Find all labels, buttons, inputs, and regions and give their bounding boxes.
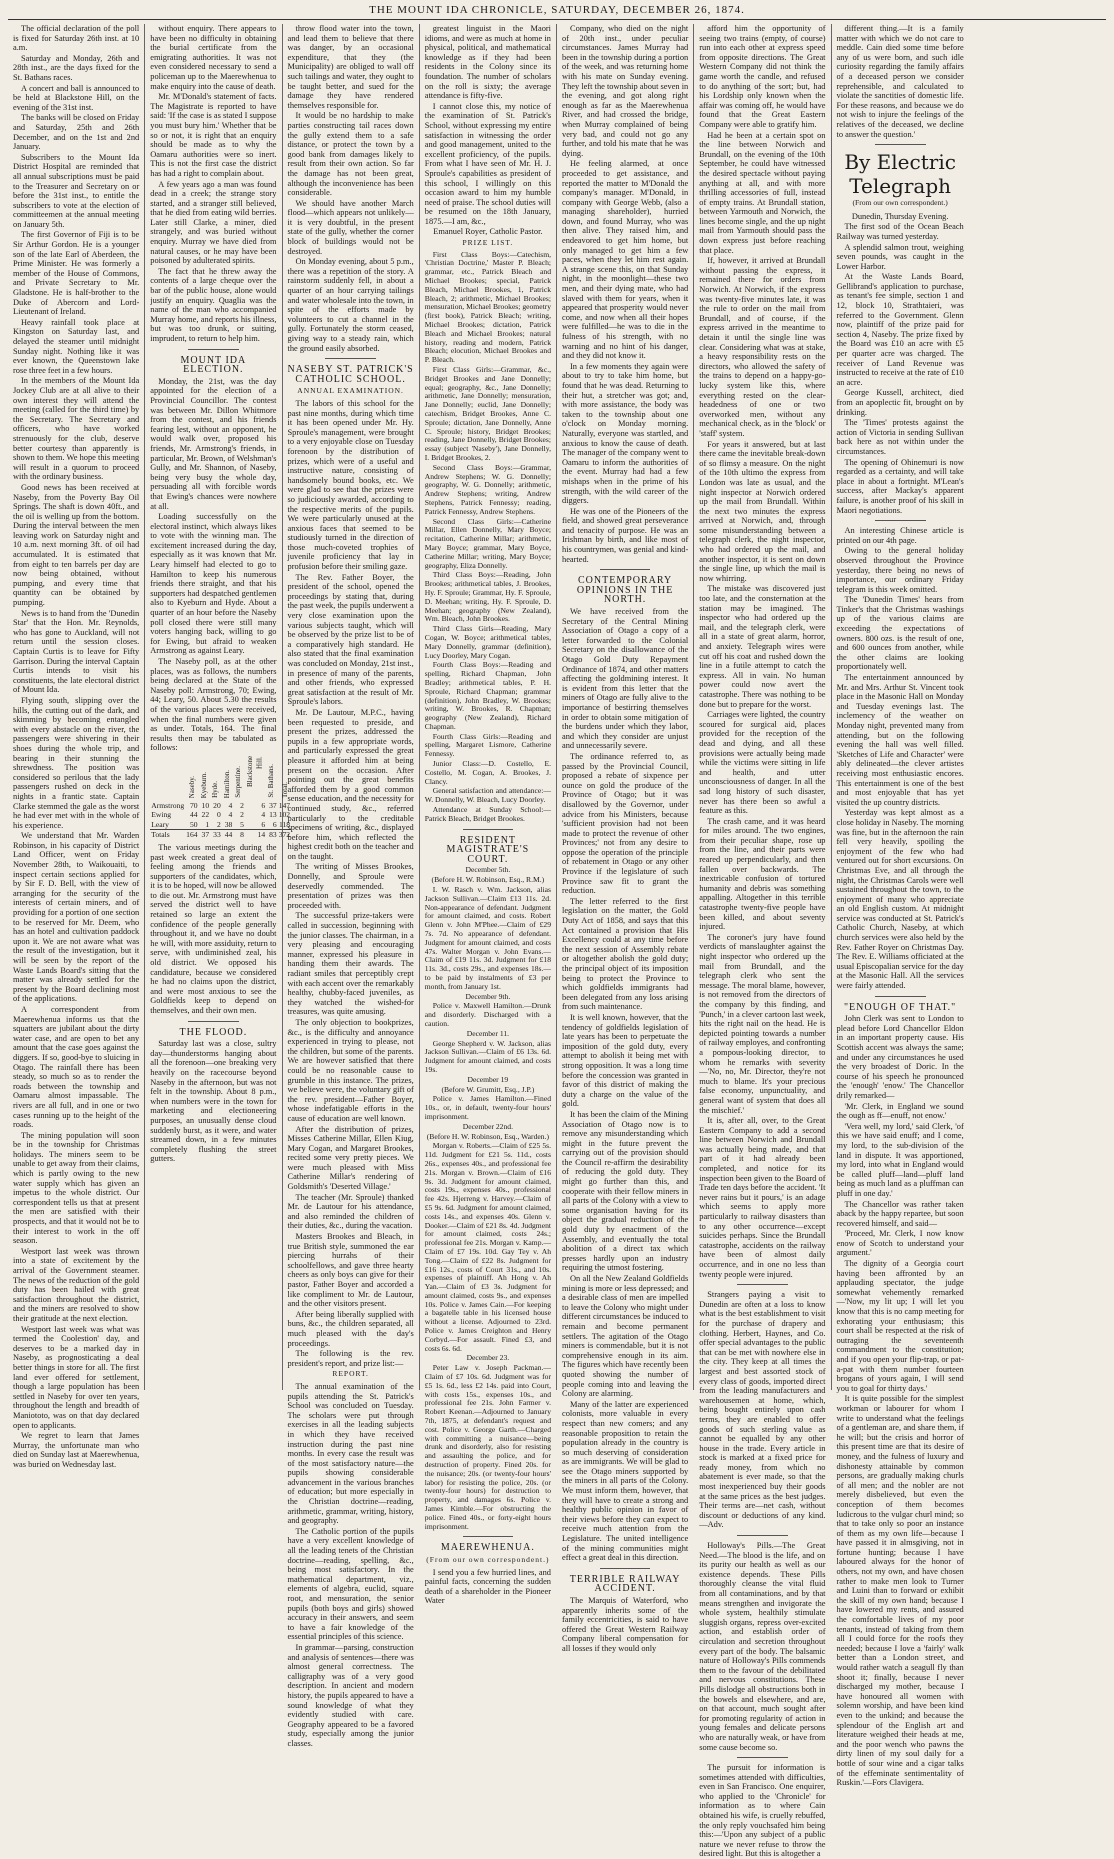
paragraph: It is quite possible for the simplest workman or labourer for whom I write to understand what the feelings of a gentleman are, and share them, if he will; but the crisis and horror of this present time are that its desire of money, and the fulness of luxury and dishonesty attainable by common persons, are gradually making churls of all men; and the nobler are not merely disbelieved, but even the conception of them becomes ludicrous to the vulgar churl mind; so that to take only so poor an instance of them as my own life—because I have passed it in almsgiving, not in fortune hunting; because I have laboured always for the honor of others, not my own, and have chosen rather to make men look to Turner and Luini than to forward or exhibit the skill of my own hand; because I have lowered my rents, and assured the comfortable lives of my poor tenants, instead of taking from them all I could force for the roofs they needed; because I love a 'fairly' walk better than a London street, and would rather watch a seagull fly than shoot it; finally, because I never discharged my mother, because I have honoured all women with solemn worship, and have been kind even to the unkind; and because the splendour of the English art and literature weighed their heads at me, and the poor wench who pawns the dirty linen of my soul daily for a bottle of sour wine and a cigar talks of the effeminate sentimentality of Ruskin.'—Fors Clavigera. — [836, 1394, 964, 1788]
poll-cell: 5 — [240, 819, 244, 829]
paragraph: greatest linguist in the Maori idioms, and were as much at home in physical, political, and mathematical knowledge as if they had been residents in the Colony since its foundation. The number of scholars on the roll is sixty; the average attendance is fifty-five. — [424, 24, 551, 101]
paragraph: Strangers paying a visit to Dunedin are often at a loss to know what is the best establishment to visit for the purchase of drapery and clothing. Herbert, Haynes, and Co. offer special advantages to the public that can be met with nowhere else in the city. They keep at all times the largest and best assorted stock of every class of goods, imported direct from the leading manufacturers and warehousemen at home, which, being bought entirely upon cash terms, they are enabled to offer goods of such sterling value as cannot be equalled by any other house in the trade. Every article in stock is marked at a fixed price for ready money, from which no abatement is ever made, so that the most inexperienced buy their goods at the same prices as the best judges. Their terms are—net cash, without discount or deductions of any kind.—Adv. — [699, 1290, 826, 1530]
paragraph: In a few moments they again were about to try to take him home, but found that he was dead. Returning to their hut, a stretcher was got; and, with more assistance, the body was taken to the township about one o'clock on Monday morning. Naturally, everyone was startled, and anxious to know the cause of death. The manager of the company went to Oamaru to inform the authorities of the event. Murray had had a few mishaps when in the prime of his strength, with the wild career of the diggers. — [562, 361, 689, 506]
divider — [737, 1535, 788, 1536]
poll-cell: 164 — [186, 830, 198, 840]
court-date: December 19 — [467, 1074, 509, 1084]
court-bench: (Before W. Grumitt, Esq., J.P.) — [441, 1084, 535, 1094]
poll-cell: 14 — [245, 830, 266, 840]
paragraph: The Chancellor was rather taken aback by the happy repartee, but soon recovered himself, and said— — [836, 1199, 964, 1228]
masthead: THE MOUNT IDA CHRONICLE, SATURDAY, DECEMBER 26, 1874. — [369, 4, 745, 16]
paragraph: On all the New Zealand Goldfields mining is more or less depressed; and a desirable class of men are impelled to leave the Colony who might under different circumstances be induced to remain and become permanent settlers. The agitation of the Otago miners is commendable, but it is not comprehensive enough in its aim. The figures which have recently been quoted showing the number of people coming into and leaving the Colony are alarming. — [562, 1274, 689, 1399]
poll-cell: 102 — [278, 810, 291, 820]
paragraph: George Kussell, architect, died from an apoplectic fit, brought on by drinking. — [836, 388, 964, 417]
paragraph: Many of the latter are experienced colonists, more valuable in every respect than new comers; and any reasonable proposition to retain the population already in the country is so much deserving of consideration as are immigrants. We will be glad to see the Otago miners supported by the miners in all parts of the Colony. We must inform them, however, that they will have to create a strong and healthy public opinion in favor of their views before they can expect to receive much attention from the Legislature. The united intelligence of the mining communities might effect a great deal in this direction. — [562, 1399, 689, 1563]
paragraph: If, however, it arrived at Brundall without passing the express, it remained there for orders from Norwich. At Norwich, if the express was twenty-five minutes late, it was the rule to order on the mail from Brundall, and of course, if the express arrived in the meantime to detain it until the single line was clear. Considering what was at stake, a heavy responsibility rests on the directors, who allowed the safety of the trains to depend on a happy-go-lucky system like this, where everything rested on the clear-headedness of one or two overworked men, without any mechanical check, as in the 'block' or 'staff' system. — [699, 256, 826, 438]
paragraph: The various meetings during the past week created a great deal of feeling among the friends and supporters of the candidates, which, it is to be hoped, will now be allowed to die out. Mr. Armstrong must have served the district well to have retained so large an extent the confidence of the people generally throughout it, and we have no doubt he will, with more assiduity, return to serve, with undiminished zeal, his old district. We opposed his candidature, because we considered he had no claims upon the district, and were most anxious to see the Goldfields keep to depend on themselves, and their own men. — [150, 842, 277, 1015]
poll-cell: 44 — [222, 830, 234, 840]
paragraph: Third Class Boys:—Reading, John Brookes; arithmetical tables, J. Brookes, Hy. F. Sproule; Grammar, Hy. F. Sproule, D. Meehan; writing, Hy. F. Sproule, D. Meehan; geography (New Zealand), Wm. Bleach, John Brookes. — [424, 570, 551, 624]
paragraph: The Rev. Father Boyer, the president of the school, opened the proceedings by stating that, during the past week, the pupils underwent a very close examination upon the various subjects taught, which will be observed by the prize list to be of a comparatively high standard. He also stated that the final examination was concluded on Monday, 21st inst., in presence of many of the parents, and other friends, who expressed great satisfaction at the result of Mr. Sproule's labors. — [287, 572, 414, 707]
poll-header — [233, 756, 245, 801]
column-2 — [145, 24, 291, 1390]
headline-railway-accident: TERRIBLE RAILWAY ACCIDENT. — [569, 1573, 681, 1595]
paragraph: Masters Brookes and Bleach, in true British style, summoned the ear piercing hurrahs of their schoolfellows, and gave three hearty cheers as only boys can give for their pastor, Father Boyer and accorded a like compliment to Mr. de Lautour, and the other visitors present. — [287, 1232, 414, 1309]
poll-cell: 70 — [189, 800, 198, 810]
paragraph: Fourth Class Boys:—Reading and spelling, Richard Chapman, John Bradley; arithmetical tables, P. H. Sproule, Richard Chapman; grammar (definition), John Bradley, W. Brookes; writing, W. Brookes, R. Chapman; geography (New Zealand), Richard Chapman. — [424, 660, 551, 731]
paragraph: The ordinance referred to, as passed by the Provincial Council, proposed a rebate of sixpence per ounce on gold the produce of the Province of Otago; but it was disallowed by the Governor, under advice from his Ministers, because 'sufficient provision had not been made to protect the revenue of other Provinces;' not from any desire to oppose the operation of the principle of rebatement in Otago or any other Province if the legislature of such Province saw fit to grant the reduction. — [562, 751, 689, 896]
paragraph: The annual examination of the pupils attending the St. Patrick's School was concluded on Tuesday. The scholars were put through exercises in all the leading subjects in which they have received instruction during the past nine months. In every case the result was of the most satisfactory nature—the pupils showing considerable advancement in the various branches of education; but more especially in the Christian doctrine—reading, arithmetic, grammar, writing, history, and geography. — [287, 1381, 414, 1526]
divider — [737, 1284, 788, 1285]
telegraph-dateline: Dunedin, Thursday Evening. — [851, 211, 949, 221]
poll-cell: 2 — [240, 800, 244, 810]
poll-header-label: Hamilton. — [222, 769, 231, 798]
poll-cell: 8 — [233, 830, 245, 840]
paragraph: The 'Dunedin Times' hears from Tinker's that the Christmas washings up of the various claims are exceeding the expectations of owners. 800 ozs. is the result of one, and 600 ounces from another, while the other claims are looking proportionately well. — [836, 595, 964, 672]
poll-header-label: Kyeburn. — [199, 771, 208, 798]
paragraph: A concert and ball is announced to be held at Blackstone Hill, on the evening of the 31st inst. — [13, 83, 140, 112]
paragraph: Saturday and Monday, 26th and 28th inst., are the days fixed for the St. Bathans races. — [13, 53, 140, 82]
paragraph: Westport last week was thrown into a state of excitement by the arrival of the Government steamer. The news of the reduction of the gold duty has been hailed with great satisfaction throughout the district, and the miners are resolved to show their gratitude at the next election. — [13, 1246, 140, 1323]
poll-cell: 0 — [216, 810, 221, 820]
poll-cell: 4 — [228, 800, 233, 810]
paragraph: Second Class Girls:—Catherine Millar, Ellen Donnelly, Mary Boyce; recitation, Catherine Millar; arithmetic, Mary Boyce; grammar, Mary Boyce, Catherine Millar; writing, Mary Boyce; geography, Eliza Donnelly. — [424, 516, 551, 570]
signature: Emanuel Royer, Catholic Pastor. — [433, 227, 543, 237]
paragraph: The successful prize-takers were called in succession, beginning with the junior classes. The chairman, in a very pleasing and encouraging manner, expressed his pleasure in handing them their awards. The radiant smiles that perceptibly crept with each accent over the remarkably healthy, chubby-faced juveniles, as they watched the wished-for treasures, was quite amusing. — [287, 911, 414, 1017]
poll-table — [150, 756, 291, 840]
paragraph: Had he been at a certain spot on the line between Norwich and Brundall, on the evening of the 10th September, he could have witnessed the desired spectacle without paying anything at all, and with more thrilling accessories of full, instead of empty trains. At Brundall station, between Yarmouth and Norwich, the lines become single, and the up night mail from Yarmouth should pass the down express just before reaching that place. — [699, 130, 826, 255]
paragraph: The entertainment announced by Mr. and Mrs. Arthur St. Vincent took place in the Masonic Hall on Monday and Tuesday evenings last. The inclemency of the weather on Monday night, prevented many from attending, but on the following evening the hall was well filled. 'Sketches of Life and Character' were ably delineated—the clever artistes receiving most enthusiastic encores. This entertainment is one of the best and most enjoyable that has yet visited the up country districts. — [836, 673, 964, 807]
paragraph: The labors of this school for the past nine months, during which time it has been opened under Mr. Hy. Sproule's management, were brought to a very enjoyable close on Tuesday forenoon by the distribution of prizes, which were of a useful and instructive nature, consisting of handsomely bound books, etc. We were glad to see that the prizes were so judiciously awarded, according to the respective merits of the pupils. We were particularly unused at the anxious faces that seemed to be studiously turned in the direction of those much-coveted trophies of juvenile proficiency that lay in profusion before their smiling gaze. — [287, 398, 414, 572]
column-6 — [694, 24, 831, 1859]
poll-row — [150, 810, 291, 820]
poll-header-label: Hyde. — [211, 781, 220, 798]
paragraph: The Naseby poll, as at the other places, was as follows, the numbers being declared at the State of the Naseby poll: Armstrong, 70; Ewing, 44; Leary, 50. About 5.30 the results of the various places were received, when the final numbers were given as under. Totals, 164. The final results then may be tabulated as follows: — [150, 657, 277, 753]
paragraph: Carriages were lighted, the country scoured for surgical aid, places provided for the reception of the dead and dying, and all these provisions were actually being made while the victims were sitting in life and health, and utter unconsciousness of danger. In all the sad long history of such disaster, never has there been so awful a feature as this. — [699, 710, 826, 816]
paragraph: The official declaration of the poll is fixed for Saturday 26th inst. at 10 a.m. — [13, 24, 140, 53]
paragraph: I send you a few hurried lines, and painful facts, concerning the sudden death of a shareholder in the Pioneer Water — [424, 1567, 551, 1606]
paragraph: In the members of the Mount Ida Jockey Club are at all alive to their own interest they will attend the meeting (called for the third time) by the Secretary. The Secretary and officers, who have worked strenuously for the club, deserve better courtesy than apparently is shown to them. We hope this meeting will result in a quorum to proceed with the ordinary business. — [13, 376, 140, 482]
paragraph: Subscribers to the Mount Ida District Hospital are reminded that all annual subscriptions must be paid to the Treasurer and Secretary on or before the 31st inst., to entitle the subscribers to vote at the election of committeemen at the annual meeting on January 5th. — [13, 152, 140, 229]
poll-cell: 4 — [228, 810, 233, 820]
poll-cell: 50 — [189, 819, 198, 829]
paragraph: 'Vera well, my lord,' said Clerk, 'of this we have said enuff; and I come, my lord, to the sub-division of the land in dispute. It was apportioned, my lord, into what in England would be called pluff—land—pluff land being as much land as a pluffman can pluff in one day.' — [836, 1121, 964, 1198]
masthead-rule — [8, 19, 1106, 20]
paragraph: 'Proceed, Mr. Clerk, I now know enow of Scotch to understand your argument.' — [836, 1229, 964, 1258]
poll-cell: 118 — [278, 819, 291, 829]
paragraph: The only objection to bookprizes, &c., is the difficulty and annoyance experienced in trying to please, not the children, but some of the parents. We are however satisfied that there could be no reasonable cause to grumble in this instance. The prizes, we believe were, the voluntary gift of the rev. president—Father Boyer, whose indefatigable efforts in the cause of education are well known. — [287, 1017, 414, 1123]
paragraph: Third Class Girls—Reading, Mary Cogan, W. Boyce; arithmetical tables, Mary Donnelly, grammar (definition), Lucy Doorley, Mary Cogan. — [424, 624, 551, 660]
court-case: George Shepherd v. W. Jackson, alias Jackson Sullivan.—Claim of £6 13s. 6d. Judgment for amount claimed, and costs 19s. — [424, 1038, 551, 1074]
paragraph: The letter referred to the first legislation on the matter, the Gold Duty Act of 1858, and says that this Act contained a provision that His Excellency could at any time before the next session of Assembly rebate or altogether abolish the gold duty; the principal object of its imposition being to protect the Province to which goldfields immigrants had been delegated from any loss arising from such maintenance. — [562, 896, 689, 1012]
poll-cell: 83 — [266, 830, 278, 840]
paragraph: Mr. M'Donald's statement of facts. The Magistrate is reported to have said: 'If the case is as stated I suppose you must bury him.' Whether that be so or not, it is right that an enquiry should be made as to why the Oamaru authorities were so inert. This is not the first case the district has had a right to complain about. — [150, 92, 277, 178]
divider — [875, 144, 926, 145]
paragraph: Flying south, slipping over the hills, the cutting out of the dark, and skimming by becoming entangled with every abstacle on the river, the passengers were shivering in their shoes during the whole trip, and bearing in their stunning the shrewdness. The position was considered so perilous that the lady passengers rushed on deck in the nights in a frantic state. Captain Clarke stemmed the gale as the worst he had ever met with in the whole of his experience. — [13, 695, 140, 830]
paragraph: The first sod of the Ocean Beach Railway was turned yesterday. — [836, 222, 964, 241]
paragraph: First Class Boys:—Catechism, 'Christian Doctrine,' Master P. Bleach; grammar, etc., Patrick Bleach and Michael Brookes; special, Patrick Bleach, Michael Brookes, 1, Patrick Bleach, 2; arithmetic, Michael Brookes; mensuration, Michael Brookes; geometry (first book), Patrick Bleach; writing, Michael Brookes; dictation, Patrick Bleach and Michael Brookes; natural history, reading and modern, Patrick Bleach; elocution, Michael Brookes and P. Bleach. — [424, 249, 551, 365]
paragraph: The first Governor of Fiji is to be Sir Arthur Gordon. He is a younger son of the late Earl of Aberdeen, the Prime Minister. He was formerly a member of the House of Commons, and Private Secretary to Mr. Gladstone. He is half-brother to the Duke of Abercorn and Lord-Lieutenant of Ireland. — [13, 230, 140, 317]
poll-cell: 33 — [210, 830, 222, 840]
paragraph: different thing.—It is a family matter with which we do not care to meddle. Cain died some time before any of us were born, and such idle curiosity regarding the family affairs of a deceased person we consider reprehensible, and calculated to violate the sanctities of domestic life. For these reasons, and because we do not wish to injure the feelings of the relatives of the deceased, we decline to answer the question.' — [836, 24, 964, 139]
paragraph: An interesting Chinese article is printed on our 4th page. — [836, 526, 964, 545]
paragraph: General satisfaction and attendance:—W. Donnelly, W. Bleach, Lucy Doorley. — [424, 786, 551, 805]
poll-header — [222, 756, 234, 801]
paragraph: Good news has been received at Naseby, from the Poverty Bay Oil Springs. The shaft is down 40ft., and the oil is welling up from the bottom. During the interval between the men leaving work on Saturday night and 10 a.m. next morning 3ft. of oil had accumulated. It is estimated that from eight to ten barrels per day are now being obtained, without pumping, and every time that quantity can be obtained by pumping. — [13, 482, 140, 608]
court-date: December 23. — [466, 1353, 510, 1363]
paragraph: Yesterday was kept almost as a close holiday in Naseby. The morning was fine, but in the afternoon the rain fell very heavily, spoiling the enjoyment of the few who had ventured out for short excursions. On Christmas Eve, and all through the night, the Christmas Carols were well sustained throughout the town, to the enjoyment of many who appreciate an old English custom. At midnight service was conducted at St. Patrick's Catholic Church, Naseby, at which church services were also held by the Rev. Father Royer on Christmas Day. The Rev. E. Williams officiated at the usual Episcopalian service for the day at the Masonic Hall. All the services were fairly attended. — [836, 808, 964, 991]
poll-header-label: Blackstone Hill. — [245, 755, 264, 788]
paragraph: We should have another March flood—which appears not unlikely—it is very doubtful, in the present state of the gully, whether the corner block of buildings would not be destroyed. — [287, 198, 414, 256]
paragraph: He was one of the Pioneers of the field, and showed great perseverance and tenacity of purpose. He was an Irishman by birth, and like most of his countrymen, was genial and kind-hearted. — [562, 506, 689, 564]
paragraph: Company, who died on the night of 20th inst., under peculiar circumstances. James Murray had been in the township during a portion of the week, and was returning home with his mate on Sunday evening. They left the township about seven in the evening, and got along right enough as far as the Maerewhenua River, and had crossed the bridge, when Murray complained of being very bad, and could not go any further, and told his mate that he was dying. — [562, 24, 689, 158]
column-1 — [8, 24, 145, 1469]
poll-cell: 10 — [201, 800, 210, 810]
poll-header-label: Total. — [280, 781, 289, 798]
paragraph: Heavy rainfall took place at Kingston on Saturday last, and delayed the steamer until midnight Sunday night. Nothing like it was ever known, the Queenstown lake rose three feet in a few hours. — [13, 317, 140, 375]
subhead-correspondent: (From our own correspondent.) — [426, 1555, 550, 1564]
paragraph: It is, after all, over, to the Great Eastern Company to add a second line between Norwich and Brundall was actually being made, and that part of it had already been completed, and notice for its inspection been given to the Board of Trade ten days before the accident. 'It never rains but it pours,' is an adage which seems to apply more particularly to railway disasters than to any other occurrence—except suicides perhaps. Since the Brundall catastrophe, accidents on the railway have been of almost daily occurrence, and in one no less than twenty people were injured. — [699, 1116, 826, 1279]
headline-contemporary: CONTEMPORARY OPINIONS IN THE NORTH. — [576, 575, 674, 606]
paragraph: The dignity of a Georgia court having been affronted by an applauding spectator, the judge somewhat vehemently remarked—'Now, my lit up; I will let you know that this is no camp meeting for exhorating your enthusiasm; this court shall be respected at the risk of outraging the seventeenth commandment to the constitution; and if you open your flip-trap, or pat-a-pat with them number fourteen brogans of yours again, I will send you to goal for thirty days.' — [836, 1259, 964, 1393]
paragraph: After the distribution of prizes, Misses Catherine Millar, Ellen Kiug, Mary Cogan, and Margaret Brookes, recited some very pretty pieces. We were much pleased with Miss Catherine Millar's rendering of Goldsmith's 'Deserted Village.' — [287, 1124, 414, 1192]
paragraph: I cannot close this, my notice of the examination of St. Patrick's School, without expressing my entire satisfaction in witnessing the order and good management, united to the excellent proficiency, of the pupils. From what I have seen of Mr. H. J. Sproule's capabilities as president of this school, I willingly on this occasion award to him my humble need of praise. The school duties will be resumed on the 18th January, 1875.—I am, &c., — [424, 101, 551, 226]
divider — [600, 569, 651, 570]
paragraph: Fourth Class Girls:—Reading and spelling, Margaret Lismore, Catherine Fennessy. — [424, 731, 551, 759]
poll-cell: 22 — [201, 810, 210, 820]
paragraph: The following is the rev. president's report, and prize list:— — [287, 1349, 414, 1368]
poll-cell: 38 — [224, 819, 233, 829]
court-case: Peter Law v. Joseph Packman.—Claim of £7 10s. 6d. Judgment was for £5 1s. 6d., less £2 14s. paid into Court, with costs 15s., expenses 10s., and professional fee 21s. John Farmer v. Robert Keenan.—Adjourned to January 7th, 1875, at defendant's request and cost. Police v. George Garth.—Charged with committing a nuisance—being drunk and disorderly, also for resisting and assaulting the police, and for destruction of property. Fined 20s. for the nuisance; 20s. (or twenty-four hours' labor) for resisting the police, 20s. (or twenty-four hours) for destruction to property, and damages 6s. Police v. James Kimble.—For obstructing the police. Fined 40s., or forty-eight hours imprisonment. — [424, 1363, 551, 1531]
paragraph: A splendid salmon trout, weighing seven pounds, was caught in the Lower Harbor. — [836, 242, 964, 271]
court-date: December 5th. — [465, 865, 511, 875]
paragraph: Junior Class:—D. Costello, E. Costello, M. Cogan, A. Brookes, J. Clancy. — [424, 759, 551, 786]
paragraph: We understand that Mr. Warden Robinson, in his capacity of District Land Officer, went on Friday November 28th, to Waikouaiti, to inspect certain sections applied for by Sir F. D. Bell, with the view of arranging for the security of the interests of certain miners, and of providing for a portion of one section to be reserved for Mr. Deem, who has an hotel and cultivation paddock upon it. We are not aware what was the result of the investigation, but it will be seen by the report of the Waste Lands Board's sitting that the matter was already settled for the present by the Board declining most of the applications. — [13, 831, 140, 1004]
court-case: Police v. Maxwell Hamilton.—Drunk and disorderly. Discharged with a caution. — [424, 1001, 551, 1028]
divider — [737, 1757, 788, 1758]
paragraph: It would be no hardship to make parties constructing tail races down the gully extend them to a safe distance, or protect the town by a good bank from damages likely to result from their own action. So far the damage has not been great, although the inconvenience has been considerable. — [287, 111, 414, 198]
paragraph: Monday, the 21st, was the day appointed for the election of a Provincial Councillor. The contest was between Mr. Dillon Whitmore from the contest, and his friends fearing lest, without an opponent, he would walk over, proposed his friends, Mr. Armstrong's friends, in particular, Mr. Brown, of Welshman's Gully, and Mr. Shannon, of Naseby, being very busy the whole day, persuading all with forcible words that Ewing's chances were nowhere at all. — [150, 376, 277, 511]
column-3 — [280, 24, 420, 1748]
divider — [875, 996, 926, 997]
divider — [188, 349, 239, 350]
poll-candidate: Leary — [151, 819, 169, 829]
headline-rm-court: RESIDENT MAGISTRATE'S COURT. — [446, 834, 530, 865]
paragraph: The crash came, and it was heard for miles around. The two engines, from their peculiar shape, rose up from the line, and their parts were reared up perpendicularly, and then fallen over backwards. The inextricable confusion of tortured humanity and debris was something appalling. Altogether in this terrible catastrophe twenty-five people have been killed, and about seventy injured. — [699, 816, 826, 932]
column-5 — [557, 24, 694, 1653]
paragraph: The opening of Ohinemuri is now regarded as a certainty, and will take place in about a fortnight. M'Lean's success, after Mackay's apparent failure, is another proof of his skill in Maori negotiations. — [836, 457, 964, 515]
poll-cell: 1 — [205, 819, 210, 829]
divider — [600, 1568, 651, 1569]
court-bench: (Before H. W. Robinson, Esq., Warden.) — [426, 1131, 549, 1141]
paragraph: without enquiry. There appears to have been no difficulty in obtaining the burial certificate from the emigrating authorities. It was not even considered necessary to send a policeman up to the Maerewhenua to make enquiry into the cause of death. — [150, 24, 277, 91]
telegraph-byline: (From our own correspondent.) — [852, 198, 948, 208]
paragraph: In grammar—parsing, construction and analysis of sentences—there was almost general correctness. The calligraphy was of a very good description. In ancient and modern history, the pupils appeared to have a sound knowledge of what they evidently studied with care. Geography appeared to be a favored study, especially among the junior classes. — [287, 1642, 414, 1748]
poll-header — [210, 756, 222, 801]
poll-cell: 37 — [199, 830, 211, 840]
column-7 — [832, 24, 969, 1788]
paragraph: The banks will be closed on Friday and Saturday, 25th and 26th December, and on the 1st and 2nd January. — [13, 113, 140, 152]
divider — [188, 1021, 239, 1022]
paragraph: 'Mr. Clerk, in England we sound the ough as ff—enuff, not enow.' — [836, 1101, 964, 1121]
poll-header — [266, 756, 278, 801]
divider — [875, 520, 926, 521]
paragraph: Westport last week was what was termed the Coolestion' day, and deserves to be a marked day in Naseby, as prognosticating a deal better things in store for all. The first land ever offered for settlement, though a large population has been settled in Naseby for over ten years, throughout the length and breadth of Maniototo, was on that day declared open to applicants. — [13, 1324, 140, 1430]
paragraph: The teacher (Mr. Sproule) thanked Mr. de Lautour for his attendance, and also reminded the children of their duties, &c., during the vacation. — [287, 1192, 414, 1231]
poll-header-blank — [150, 756, 185, 801]
paragraph: The mistake was discovered just too late, and the consternation at the station may be imagined. The inspector who had ordered up the mail, and the telegraph clerk, were all in a state of great alarm, horror, and anxiety. Telegraph wires were cut off his coat and rushed down the line in a futile attempt to catch the express. All in vain. No human power could now avert the catastrophe. There was nothing to be done but to prepare for the worst. — [699, 584, 826, 709]
paragraph: The fact that he threw away the contents of a large cheque over the bar of the public house, alone would justify an enquiry. Quaglia was the name of the man who accompanied Murray home, and reports his illness, but was too drunk, or suiting, imprudent, to return to help him. — [150, 266, 277, 343]
headline-election: MOUNT IDA ELECTION. — [180, 354, 247, 376]
poll-row — [150, 801, 291, 811]
divider — [463, 829, 514, 830]
paragraph: After being liberally supplied with buns, &c., the children separated, all much pleased with the day's proceedings. — [287, 1309, 414, 1348]
poll-row — [150, 820, 291, 830]
paragraph: We regret to learn that James Murray, the unfortunate man who died on Sunday last at Maerewhenua, was buried on Wednesday last. — [13, 1431, 140, 1469]
poll-candidate: Totals — [150, 830, 185, 840]
poll-cell: 4 — [261, 810, 266, 820]
paragraph: Second Class Boys:—Grammar, Andrew Stephens; W. G. Donnelly; geography, W. G. Donnelly; arithmetic, Andrew Stephens; writing, Andrew Stephens, Patrick Fennessy; reading, Patrick Fennessy, Andrew Stephens. — [424, 462, 551, 516]
court-date: December 11. — [466, 1028, 510, 1038]
poll-row — [150, 830, 291, 840]
column-4 — [420, 24, 557, 1606]
paragraph: Loading successfully on the electoral instinct, which always likes to vote with the winning man. The excitement increased during the day, especially as it was known that Mr. Leary himself had elected to go to Hamilton to keep his numerous friends there straight, and that his supporters had despatched gentlemen also to Kyeburn and Hyde. About a quarter of an hour before the Naseby poll closed there were still many voters hanging back, willing to go for Ewing, but afraid to weaken Armstrong as against Leary. — [150, 512, 277, 656]
poll-cell: 20 — [213, 800, 221, 810]
poll-cell: 6 — [261, 819, 266, 829]
paragraph: He feeling alarmed, at once proceeded to get assistance, and reported the matter to M'Donald the company's manager. M'Donald, in company with George Webb, (also a managing shareholder), hurried down, and found Murray, who was then alive. They raised him, and endeavored to get him home, but only managed to get him a few paces, when they let him rest again. A strange scene this, on that Sunday night, in the moonlight—these two men, and their dying mate, who had slaved with them for years, when it appeared that prosperity would never come, and now when all their hopes were fulfilled—he was to die in the fulness of his strength, with no warning and no hint of his danger, and they did not know it. — [562, 159, 689, 361]
poll-cell: 44 — [189, 810, 198, 820]
subhead-report: REPORT. — [332, 1369, 369, 1379]
paragraph: The mining population will soon be in the township for Christmas holidays. The miners seem to be unable to get away from their claims, which is partly owing to the new water supply which has given an impetus to the whole district. Our correspondent tells us that at present the men are satisfied with their prospects, and that it would not be to their interest to work in the off season. — [13, 1130, 140, 1246]
paragraph: Owing to the general holiday observed throughout the Province yesterday, there being no news of importance, our ordinary Friday telegram is this week omitted. — [836, 546, 964, 594]
paragraph: John Clerk was sent to London to plead before Lord Chancellor Eldon in an important property cause. His Scottish accent was always the same; and under any circumstances he used the very broadest of Doric. In the course of his speech he pronounced the 'enough' 'enow.' The Chancellor drily remarked— — [836, 1014, 964, 1100]
paragraph: Saturday last was a close, sultry day—thunderstorms hanging about all the forenoon—one breaking very heavily on the racecourse beyond Naseby in the afternoon, but was not felt in the township. About 8 p.m., when numbers were in the town for marketing and electioneering purposes, an unusually dense cloud suddenly burst, as it were, and water streamed down, in a few minutes completely flushing the street gutters. — [150, 1039, 277, 1164]
paragraph: A few years ago a man was found dead in a creek; the strange story started, and a stranger still believed, that he died from eating wild berries. Later still Clarke, a miner, died strangely, and was buried without enquiry. Murray we have died from natural causes, or he may have been poisoned by adulterated spirits. — [150, 179, 277, 266]
poll-header — [245, 756, 266, 801]
poll-cell: 37 — [269, 800, 277, 810]
paragraph: The writing of Misses Brookes, Donnelly, and Sproule were deservedly commended. The presentation of prizes was then proceeded with. — [287, 862, 414, 910]
paragraph: The Marquis of Waterford, who apparently inherits some of the family eccentricities, is said to have offered the Great Western Railway Company liberal compensation for all losses if they would only — [562, 1596, 689, 1653]
court-case: I. W. Rasch v. Wm. Jackson, alias Jackson Sullivan.—Claim £13 11s. 2d. Non-appearance of defendant. Judgment for amount claimed, and costs. Robert Glenn v. John M'Phee.—Claim of £29 7s. 7d. No appearance of defendant. Judgment for amount claimed, and costs 47s. Walter Morgan v. John Evans.—Claim of £19 11s. 3d. Judgment for £18 11s. 3d., costs 29s., and expenses 18s.—to be paid by instalments of £3 per month, from January 1st. — [424, 885, 551, 991]
paragraph: Mr. De Lautour, M.P.C., having been requested to preside, and present the prizes, addressed the pupils in a few appropriate words, and particularly expressed the great pleasure it afforded him at being present on the occasion. After pointing out the great benefits afforded them by a good common sense education, and the necessity for continued study, &c., referred particularly to the creditable specimens of writing, &c., displayed before him, which reflected the highest credit both on the teacher and on the taught. — [287, 707, 414, 861]
paragraph: The Catholic portion of the pupils have a very excellent knowledge of all the leading tenets of the Christian doctrine—reading, spelling, &c., being most satisfactory. In the mathematical department, viz., elements of algebra, euclid, square root, and mensuration, the senior pupils (both boys and girls) showed accuracy in their answers, and seem to have a fair knowledge of the essential principles of this science. — [287, 1526, 414, 1642]
poll-cell: 147 — [278, 800, 291, 810]
court-case: Police v. James Hamilton.—Fined 10s., or, in default, twenty-four hours' imprisonment. — [424, 1094, 551, 1121]
paragraph: It is well known, however, that the tendency of goldfields legislation of late years has been to perpetuate the imposition of the gold duty, every attempt to abolish it being met with strong opposition. It was a long time before the concession was granted in favor of this district of making the duty a charge on the value of the gold. — [562, 1012, 689, 1109]
poll-candidate: Ewing — [151, 810, 172, 820]
subhead-annual-exam: ANNUAL EXAMINATION. — [297, 386, 404, 396]
paragraph: The 'Times' protests against the action of Victoria in sending Sullivan back here as not within under the circumstances. — [836, 418, 964, 456]
paragraph: At the Waste Lands Board, Gellibrand's application to purchase, as tenant's fee simple, section 1 and 12, block 10, Strathtaieri, was referred to the Government. Glenn now, plaintiff of the prize paid for section 4, Naseby. The prize fixed by the Board was £10 an acre with £5 per quarter acre was charged. The receiver of Land Revenue was instructed to receive at the rate of £10 an acre. — [836, 272, 964, 387]
headline-telegraph: By Electric Telegraph — [844, 150, 956, 199]
poll-header-label: St. Bathans. — [267, 764, 276, 798]
court-date: December 22nd. — [462, 1121, 513, 1131]
poll-header-label: Naseby. — [187, 775, 196, 798]
subhead-prize-list: PRIZE LIST. — [462, 238, 514, 248]
paragraph: The pursuit for information is sometimes attended with difficulties, even in San Francisco. One enquirer, who applied to the 'Chronicle' for information as to where Cain obtained his wife, is cruelly rebuffed, the only reply vouchsafed him being this:—'Upon any subject of a public nature we never refuse to throw the desired light. But this is altogether a — [699, 1763, 826, 1859]
columns — [8, 24, 1106, 1859]
paragraph: We have received from the Secretary of the Central Mining Association of Otago a copy of a letter forwarded to the Colonial Secretary on the disallowance of the Otago Gold Duty Repayment Ordinance of 1874, and other matters affecting the goldmining interest. It is evident from this letter that the miners of Otago are fully alive to the importance of bestirring themselves in order to obtain some mitigation of the burdens under which they labor, and which they consider are unjust and unnecessarily severe. — [562, 607, 689, 751]
paragraph: throw flood water into the town, and lead them to believe that there was danger, by an occasional expenditure, that they (the Municipality) are obliged to wall off such tailings and water, they ought to be taught better, and sued for the damage they have rendered themselves responsible for. — [287, 24, 414, 110]
paragraph: Attendance at Sunday School:—Patrick Bleach, Bridget Brookes. — [424, 805, 551, 823]
court-date: December 9th. — [465, 991, 511, 1001]
poll-cell: 6 — [261, 800, 266, 810]
divider — [325, 358, 376, 359]
poll-header — [185, 756, 198, 801]
poll-cell: 6 — [272, 819, 277, 829]
poll-cell: 13 — [269, 810, 277, 820]
paragraph: For years it answered, but at last there came the inevitable break-down of so flimsy a measure. On the night of the 10th ultimo the express from London was late as usual, and the night inspector at Norwich ordered up the mail from Brundall. Within the next two minutes the express arrived at Norwich, and, through some misunderstanding between a telegraph clerk, the night inspector, who had ordered up the mail, and another inspector, it is sent on down the single line, up which the mail is now whirring. — [699, 439, 826, 583]
poll-cell: 2 — [240, 810, 244, 820]
poll-header-label: Serpentine. — [234, 766, 243, 798]
paragraph: First Class Girls:—Grammar, &c., Bridget Brookes and Jane Donnelly; equal; geography, &c., Jane Donnelly; arithmetic, Jane Donnelly; mensuration, Jane Donnelly; euclid, Jane Donnelly; catechism, Bridget Brookes, Anne C. Sproule; dictation, Jane Donnelly, Anne C. Sproule; history, Bridget Brookes; reading, Jane Donnelly, Bridget Brookes; essay (subject 'Naseby'), Jane Donnelly, I. Bridget Brookes, 2. — [424, 365, 551, 462]
divider — [463, 1536, 514, 1537]
paragraph: It has been the claim of the Mining Association of Otago now is to remove any misunderstanding which might in the future prevent the carrying out of the provision should the Council re-affirm the desirability of reducing the gold duty. They might go further than this, and cooperate with their fellow miners in all parts of the Colony with a view to some organisation having for its object the gradual reduction of the gold duty by enactment of the Assembly, and eventually the total abolition of a direct tax which presses hardly upon an industry requiring the utmost fostering. — [562, 1109, 689, 1273]
poll-candidate: Armstrong — [151, 800, 185, 810]
paragraph: The coroner's jury have found verdicts of manslaughter against the night inspector who ordered up the mail from Brundall, and the telegraph clerk who sent the message. The moral blame, however, is not removed from the directors of the company by this finding, and 'Punch,' in a clever cartoon last week, hits the right nail on the head. He is depicted pointing towards a number of railway employes, and confronting a pompous-looking director, to whom he remarks with severity—'No, no, Mr. Director, they're not much to blame. It's your precious false economy, unpunctuality, and general want of system that does all the mischief.' — [699, 932, 826, 1115]
poll-cell: 2 — [216, 819, 221, 829]
paragraph: Holloway's Pills.—The Great Need.—The blood is the life, and on its purity our health as well as our existence depends. These Pills thoroughly cleanse the vital fluid from all contaminations, and by that means strengthen and invigorate the whole system, healthily stimulate sluggish organs, repress over-excited action, and establish order of circulation and secretion throughout every part of the body. The balsamic nature of Holloway's Pills commends them to the favour of the debilitated and nervous constitutions. These Pills dislodge all obstructions both in the bowels and elsewhere, and are, on that account, much sought after for promoting regularity of action in young females and delicate persons who are naturally weak, or have from some cause become so. — [699, 1541, 826, 1752]
headline-flood: THE FLOOD. — [179, 1026, 248, 1038]
paragraph: News is to hand from the 'Dunedin Star' that the Hon. Mr. Reynolds, who has gone to Auckland, will not return until the session closes. Captain Curtis is to leave for Fifty Garrison. During the interval Captain Curtis intends to visit his constituents, the late electoral district of Mount Ida. — [13, 608, 140, 695]
poll-header — [199, 756, 211, 801]
headline-enough: "ENOUGH OF THAT." — [843, 1001, 957, 1013]
court-case: Morgan v. Roberts.—Claim of £25 5s. 11d. Judgment for £21 5s. 11d., costs 26s., expenses 40s., and professional fee 21s. Morgan v. Brown.—Claim of £16 9s. 3d. Judgment for amount claimed, costs 19s., expenses 40s., professional fee 42s. Hjerreng v. Harvey.—Claim of £5 9s. 6d. Judgment for amount claimed, costs 14s., and expenses 40s. Glenn v. Dooker.—Claim of £21 8s. 4d. Judgment for amount claimed, costs 24s.; professional fee 21s. Morgan v. Kamp.—Claim of £7 19s. 10d. Gay Tey v. Ah Tong.—Claim of £22 8s. Judgment for £16 12s., costs of Court 31s., and 10s. expenses of plaintiff. Ah Hong v. Ah Yan.—Claim of £3 3s. Judgment for amount claimed, costs 9s., and expenses 10s. Police v. James Cain.—For keeping a bagatelle table in his licensed house without a license. Adjourned to 23rd. Police v. James Creighton and Henry Corbyd.—For assault. Fined £3, and costs 6s. 6d. — [424, 1141, 551, 1353]
court-bench: (Before H. W. Robinson, Esq., R.M.) — [431, 875, 545, 885]
paragraph: On Monday evening, about 5 p.m., there was a repetition of the story. A rainstorm suddenly fell, in about a quarter of an hour carrying tailings and water wholesale into the town, in spite of the efforts made by volunteers to cut a channel in the gully. Fortunately the storm ceased, giving way to a steady rain, which the ground easily absorbed. — [287, 257, 414, 353]
poll-cell: 372 — [278, 830, 291, 840]
headline-maerewhenua: MAEREWHENUA. — [440, 1542, 535, 1554]
paragraph: afford him the opportunity of seeing two trains (empty, of course) run into each other at express speed from opposite directions. The Great Western Company did not think the game worth the candle, and refused to do anything of the sort; but, had his Lordship only known when the affair was coming off, he would have found that the Great Eastern Company were able to gratify him. — [699, 24, 826, 129]
paragraph: A correspondent from Maerewhenua informs us that the squatters are jubilant about the dirty water case, and are open to bet any amount that the case goes against the diggers. If so, good-bye to sluicing in Otago. The rainfall there has been steady, so much so as to render the roads between the township and Oamaru almost impassable. The rivers are all full, and in one or two cases running up to the height of the roads. — [13, 1004, 140, 1130]
headline-school: NASEBY ST. PATRICK'S CATHOLIC SCHOOL. — [287, 364, 414, 385]
